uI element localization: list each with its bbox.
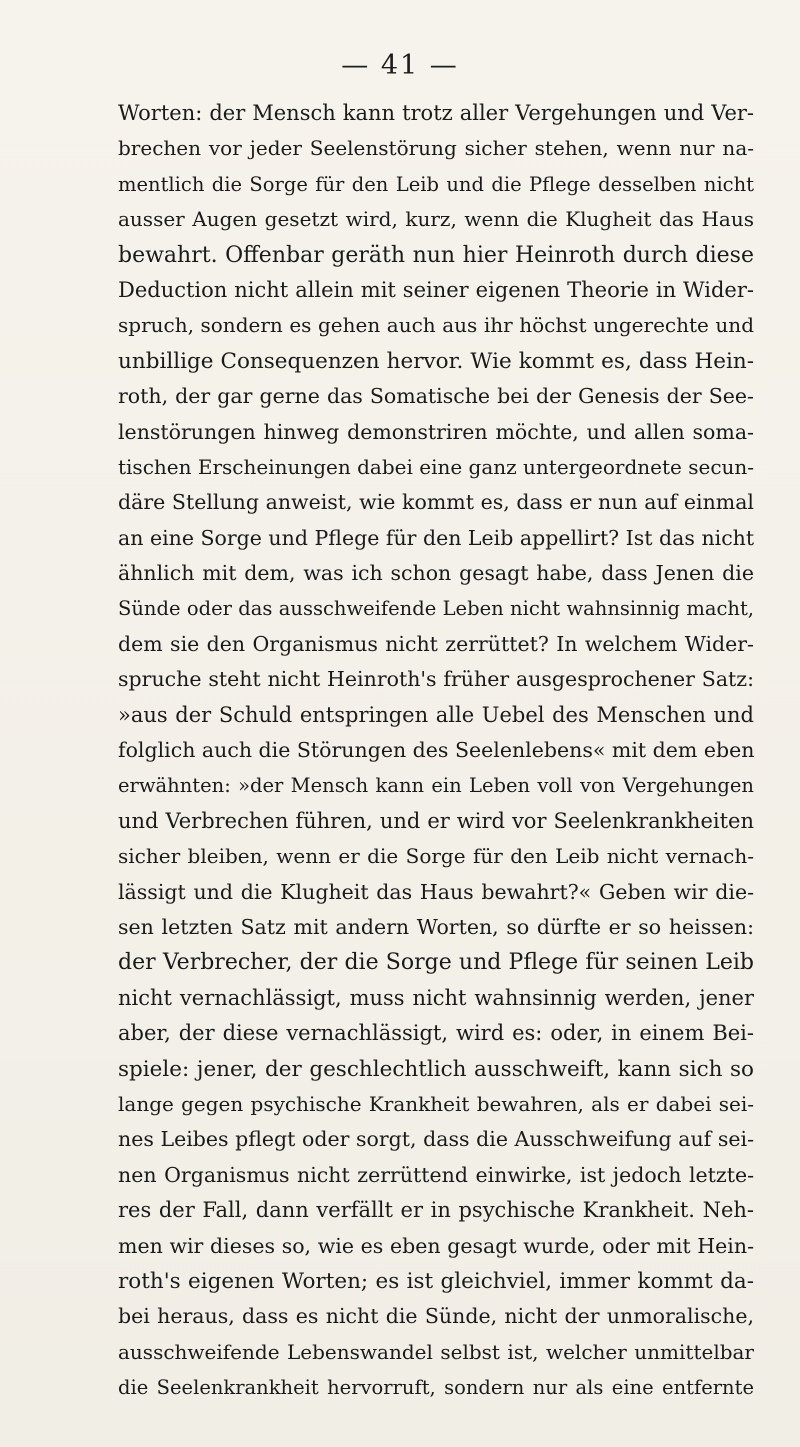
text-line: und Verbrechen führen, und er wird vor Seelenkrankheiten — [118, 808, 754, 833]
text-line: sen letzten Satz mit andern Worten, so dürfte er so heissen: — [118, 914, 754, 939]
text-line: bei heraus, dass es nicht die Sünde, nicht der unmoralische, — [118, 1304, 754, 1329]
text-line: nicht vernachlässigt, muss nicht wahnsinnig werden, jener — [118, 985, 754, 1010]
text-line: lange gegen psychische Krankheit bewahren, als er dabei sei- — [118, 1091, 754, 1116]
body-text — [118, 96, 754, 1405]
text-line: Deduction nicht allein mit seiner eigenen Theorie in Wider- — [118, 277, 754, 302]
text-line: ähnlich mit dem, was ich schon gesagt habe, dass Jenen die — [118, 561, 754, 586]
text-line: tischen Erscheinungen dabei eine ganz untergeordnete secun- — [118, 454, 754, 479]
text-line: lässigt und die Klugheit das Haus bewahrt?« Geben wir die- — [118, 879, 754, 904]
text-line: mentlich die Sorge für den Leib und die Pflege desselben nicht — [118, 172, 754, 196]
text-line: men wir dieses so, wie es eben gesagt wurde, oder mit Hein- — [118, 1233, 754, 1258]
text-line: Worten: der Mensch kann trotz aller Vergehungen und Ver- — [118, 101, 754, 125]
page-number: — 41 — — [341, 50, 459, 81]
text-line: roth, der gar gerne das Somatische bei der Genesis der See- — [118, 384, 754, 409]
text-line: an eine Sorge und Pflege für den Leib appellirt? Ist das nicht — [118, 525, 754, 550]
text-line: res der Fall, dann verfällt er in psychische Krankheit. Neh- — [118, 1198, 754, 1223]
text-line: roth's eigenen Worten; es ist gleichviel, immer kommt da- — [118, 1268, 754, 1294]
text-line: däre Stellung anweist, wie kommt es, dass er nun auf einmal — [118, 490, 754, 515]
text-line: unbillige Consequenzen hervor. Wie kommt es, dass Hein- — [118, 348, 754, 374]
text-line: nen Organismus nicht zerrüttend einwirke, ist jedoch letzte- — [118, 1162, 754, 1187]
text-line: erwähnten: »der Mensch kann ein Leben voll von Vergehungen — [118, 774, 754, 798]
text-line: spruche steht nicht Heinroth's früher ausgesprochener Satz: — [118, 667, 754, 692]
text-line: »aus der Schuld entspringen alle Uebel des Menschen und — [118, 702, 754, 727]
text-line: sicher bleiben, wenn er die Sorge für den Leib nicht vernach- — [118, 844, 754, 869]
text-line: lenstörungen hinweg demonstriren möchte, und allen soma- — [118, 419, 754, 444]
text-line: aber, der diese vernachlässigt, wird es: oder, in einem Bei- — [118, 1021, 754, 1046]
text-line: brechen vor jeder Seelenstörung sicher stehen, wenn nur na- — [118, 136, 754, 161]
text-line: bewahrt. Offenbar geräth nun hier Heinroth durch diese — [118, 242, 754, 268]
text-line: spiele: jener, der geschlechtlich ausschweift, kann sich so — [118, 1056, 754, 1082]
text-line: ausser Augen gesetzt wird, kurz, wenn die Klugheit das Haus — [118, 207, 754, 232]
text-line: folglich auch die Störungen des Seelenlebens« mit dem eben — [118, 738, 754, 763]
text-line: nes Leibes pflegt oder sorgt, dass die Ausschweifung auf sei- — [118, 1127, 754, 1152]
text-line: spruch, sondern es gehen auch aus ihr höchst ungerechte und — [118, 313, 754, 338]
text-line: der Verbrecher, der die Sorge und Pflege für seinen Leib — [118, 950, 754, 976]
text-line: ausschweifende Lebenswandel selbst ist, welcher unmittelbar — [118, 1339, 754, 1364]
text-line: die Seelenkrankheit hervorruft, sondern nur als eine entfernte — [118, 1376, 754, 1400]
text-line: dem sie den Organismus nicht zerrüttet? In welchem Wider- — [118, 631, 754, 656]
text-line: Sünde oder das ausschweifende Leben nicht wahnsinnig macht, — [118, 597, 754, 621]
